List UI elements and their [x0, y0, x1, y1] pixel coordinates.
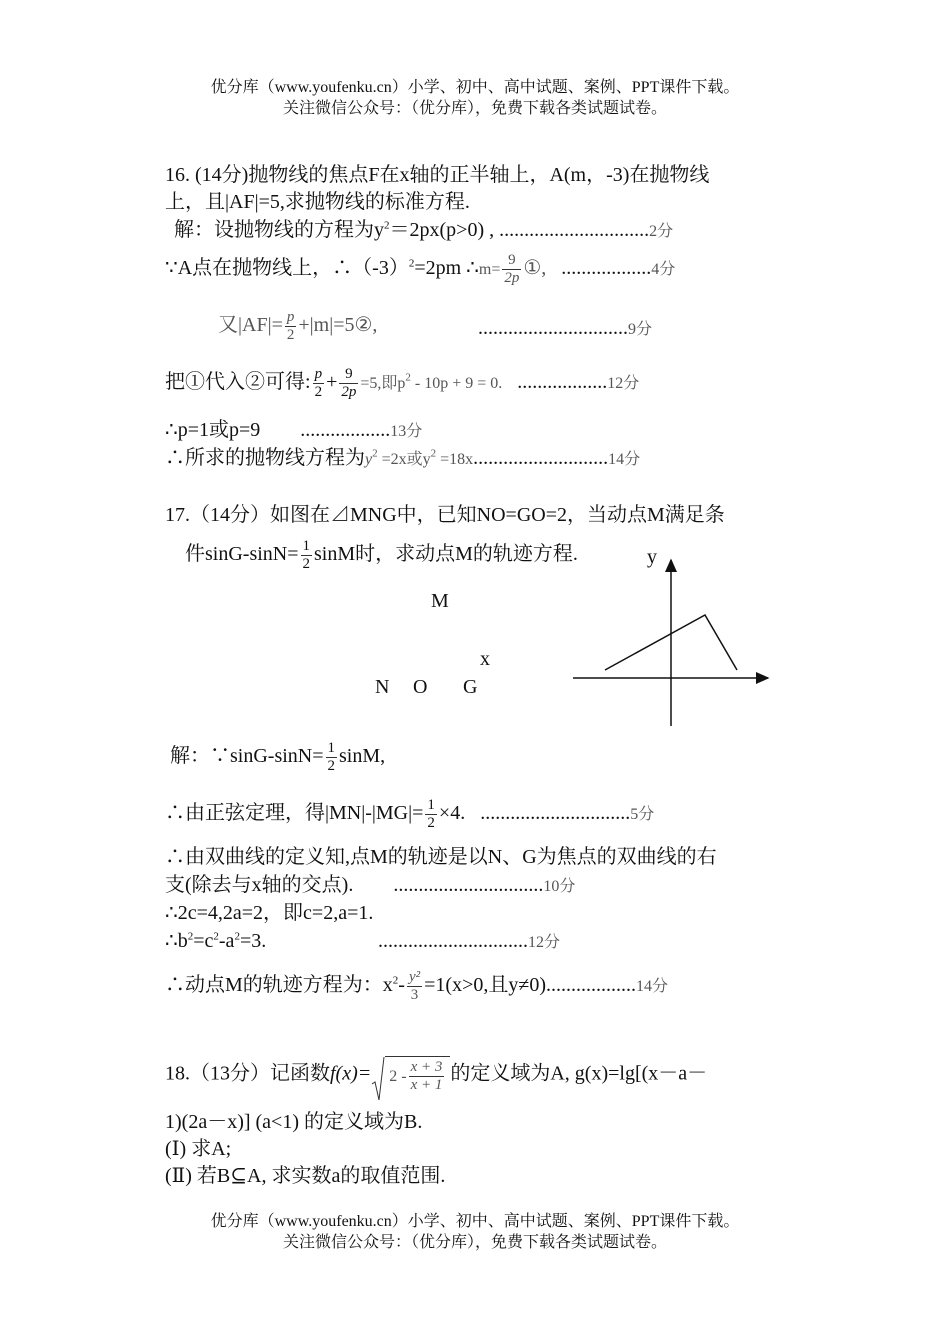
q18-line-1: [165, 1056, 707, 1094]
q16-solution-2: [165, 252, 675, 287]
math: y: [365, 451, 373, 468]
sup: 2: [392, 974, 399, 987]
fraction: [326, 740, 338, 775]
text: =3.: [239, 930, 267, 952]
text: 支(除去与x轴的交点).: [165, 874, 354, 896]
radical-sign: [371, 1056, 385, 1102]
q17-solution-6: [165, 969, 668, 1004]
q16-solution-5: [165, 418, 422, 444]
radicand: [385, 1056, 450, 1094]
score: 2分: [649, 223, 674, 240]
q18-line-2: 1)(2a－x)] (a<1) 的定义域为B.: [165, 1111, 423, 1133]
sup: 2: [408, 257, 415, 270]
footer-line-1: 优分库（www.youfenku.cn）小学、初中、高中试题、案例、PPT课件下载。: [210, 1213, 740, 1230]
numerator: 9: [508, 252, 516, 268]
header-line-2: 关注微信公众号：（优分库），免费下载各类试题试卷。: [282, 100, 667, 117]
text: 把①代入②可得:: [165, 371, 311, 394]
figure-label-G: G: [463, 676, 478, 698]
text: 的定义域为A, g(x)=lg[(x－a－: [450, 1062, 708, 1085]
q16-solution-3: [218, 309, 377, 344]
numerator: 9: [345, 366, 353, 382]
text: ∵A点在抛物线上，∴（-3）: [165, 257, 409, 280]
figure-label-N: N: [375, 676, 390, 698]
math: f(x)=: [330, 1062, 372, 1085]
sup: 2: [234, 930, 240, 943]
text: +: [326, 371, 338, 394]
fraction: [313, 366, 325, 401]
dots: ..............................: [480, 802, 631, 825]
dots: ..............................: [499, 219, 650, 241]
score: 10分: [543, 878, 576, 895]
denominator: 2p: [341, 384, 357, 400]
sup: 2: [213, 930, 219, 943]
sup: 2: [430, 447, 437, 460]
text: sinM,: [339, 745, 386, 768]
dots: ..................: [561, 257, 652, 280]
header-line-1: 优分库（www.youfenku.cn）小学、初中、高中试题、案例、PPT课件下载。: [210, 79, 740, 96]
text: 解：∵sinG-sinN=: [170, 745, 324, 768]
dots: ...........................: [473, 447, 609, 469]
text: 件sinG-sinN=: [185, 543, 299, 566]
denominator: 2: [286, 327, 295, 343]
text: ∴所求的抛物线方程为: [165, 447, 365, 469]
q17-line-1: 17.（14分）如图在⊿MNG中，已知NO=GO=2，当动点M满足条: [165, 504, 725, 526]
q17-solution-3-line-2: [165, 873, 575, 899]
dots: ..................: [517, 371, 608, 394]
denominator: 2: [302, 556, 311, 572]
fraction: [301, 538, 313, 573]
fraction: [409, 1059, 445, 1094]
text: ＝2px(p>0) ,: [389, 219, 495, 241]
denominator: x + 1: [410, 1077, 443, 1093]
text: ∴p=1或p=9: [165, 419, 261, 441]
q16-solution-6: [165, 446, 640, 472]
dots: ..................: [300, 419, 391, 441]
q16-solution-3-score: [478, 316, 652, 342]
text: - 10p + 9 = 0.: [410, 375, 503, 393]
numerator: x + 3: [410, 1059, 443, 1075]
text: 解：设抛物线的方程为y: [174, 219, 384, 241]
numerator: 1: [427, 797, 435, 813]
text: ∴动点M的轨迹方程为：x: [165, 974, 393, 997]
square-root: [371, 1056, 450, 1094]
numerator: p: [286, 309, 295, 325]
figure-label-M: M: [431, 590, 449, 612]
score: 14分: [608, 451, 641, 468]
fraction: [285, 309, 297, 344]
dots: ..............................: [378, 930, 528, 952]
q16-line-1: 16. (14分)抛物线的焦点F在x轴的正半轴上，A(m，-3)在抛物线: [165, 164, 710, 186]
score: 12分: [528, 934, 561, 951]
denominator: 2: [427, 815, 435, 831]
numerator: y²: [408, 969, 421, 985]
denominator: 2: [314, 384, 323, 400]
q17-solution-2: [165, 797, 654, 832]
q18-line-4: (Ⅱ) 若B⊆A, 求实数a的取值范围.: [165, 1165, 446, 1187]
denominator: 2: [327, 758, 336, 774]
text: ∴b: [165, 930, 188, 952]
text: ×4.: [438, 802, 466, 825]
math: =18x: [436, 451, 474, 468]
score: 13分: [390, 423, 423, 440]
sup: 2: [187, 930, 194, 943]
figure-label-y: y: [647, 546, 657, 568]
math: =2x或y: [377, 451, 431, 468]
score: 14分: [635, 978, 668, 996]
numerator: p: [314, 366, 323, 382]
text: -: [398, 974, 405, 997]
dots: ..................: [545, 974, 636, 997]
denominator: 2p: [504, 270, 520, 286]
text: 2 -: [389, 1068, 407, 1086]
q17-solution-5: [165, 929, 266, 953]
figure-label-x: x: [480, 648, 490, 670]
denominator: 3: [407, 986, 422, 1004]
numerator: 1: [302, 538, 311, 554]
score: 9分: [628, 321, 653, 338]
q16-solution-1: [174, 218, 673, 244]
dots: ..............................: [393, 874, 544, 896]
text: ∴由正弦定理，得|MN|-|MG|=: [165, 802, 424, 825]
text: 又|AF|=: [218, 314, 283, 337]
footer-line-2: 关注微信公众号：（优分库），免费下载各类试题试卷。: [282, 1234, 667, 1251]
q16-solution-4: [165, 366, 639, 401]
q17-solution-5-score: [378, 929, 560, 955]
dots: ..............................: [478, 317, 628, 339]
text: +|m|=5②,: [298, 314, 378, 337]
fraction: [425, 797, 437, 832]
text: 18.（13分）记函数: [165, 1062, 330, 1085]
text: ①,: [523, 257, 547, 280]
figure-label-O: O: [413, 676, 428, 698]
score: 12分: [607, 375, 640, 393]
score: 5分: [630, 806, 655, 824]
fraction: [502, 252, 521, 287]
text: m=: [478, 261, 501, 279]
q16-line-2: 上，且|AF|=5,求抛物线的标准方程.: [165, 191, 470, 213]
text: =1(x>0,且y≠0): [424, 974, 546, 997]
score: 4分: [651, 261, 676, 279]
q17-solution-3-line-1: ∴由双曲线的定义知,点M的轨迹是以N、G为焦点的双曲线的右: [165, 846, 717, 868]
q17-solution-4: ∴2c=4,2a=2，即c=2,a=1.: [165, 902, 374, 924]
fraction: [407, 969, 422, 1004]
text: sinM时，求动点M的轨迹方程.: [314, 543, 578, 566]
numerator: 1: [327, 740, 336, 756]
text: =5,即p: [360, 375, 406, 393]
q17-solution-1: [170, 740, 385, 775]
sup: 2: [384, 219, 390, 232]
coordinate-figure: [560, 550, 780, 735]
q17-line-2: [185, 538, 578, 573]
text: =2pm ∴: [414, 257, 479, 280]
q18-line-3: (Ⅰ) 求A;: [165, 1138, 232, 1160]
text: =c: [193, 930, 214, 952]
fraction: [339, 366, 358, 401]
text: -a: [218, 930, 235, 952]
sup: 2: [372, 447, 378, 460]
sup: 2: [405, 371, 411, 384]
